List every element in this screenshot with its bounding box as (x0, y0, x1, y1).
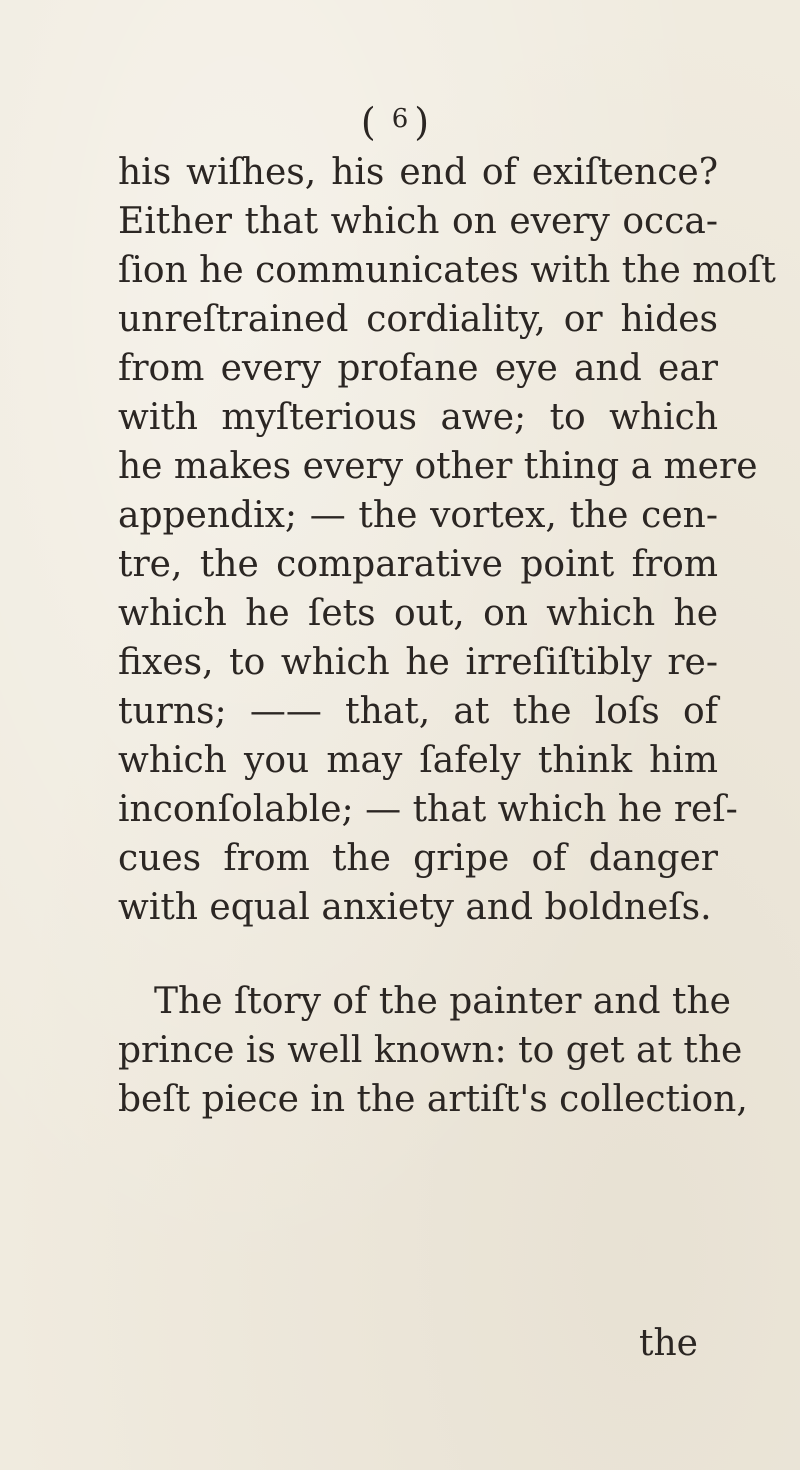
text-line: which he ſets out, on which he (118, 593, 718, 634)
text-line: ſion he communicates with the moſt (118, 250, 776, 291)
page-number-open-paren: ( (360, 100, 386, 144)
text-line: The ſtory of the painter and the (154, 981, 731, 1022)
text-line: beſt piece in the artiſt's collection, (118, 1079, 748, 1120)
paragraph-1 (118, 148, 776, 932)
text-line: cues from the gripe of danger (118, 838, 718, 879)
text-line: tre, the comparative point from (118, 544, 718, 585)
page-number (0, 100, 800, 144)
text-line: Either that which on every occa- (118, 201, 718, 242)
text-line: with equal anxiety and boldneſs. (118, 887, 712, 928)
text-line: fixes, to which he irreſiſtibly re- (118, 642, 718, 683)
page-number-close-paren: ) (414, 100, 440, 144)
text-line: his wiſhes, his end of exiſtence? (118, 152, 718, 193)
text-line: which you may ſafely think him (118, 740, 718, 781)
text-line: with myſterious awe; to which (118, 397, 718, 438)
text-line: he makes every other thing a mere (118, 446, 758, 487)
text-line: unreſtrained cordiality, or hides (118, 299, 718, 340)
page-number-value: 6 (391, 104, 409, 134)
catchword: the (639, 1323, 698, 1364)
text-line: from every profane eye and ear (118, 348, 718, 389)
text-line: appendix; — the vortex, the cen- (118, 495, 718, 536)
text-line: turns; —— that, at the loſs of (118, 691, 718, 732)
paragraph-2 (118, 977, 748, 1124)
body-text (118, 148, 776, 1124)
paragraph-break (118, 932, 718, 977)
text-line: inconſolable; — that which he reſ- (118, 789, 738, 830)
text-line: prince is well known: to get at the (118, 1030, 743, 1071)
